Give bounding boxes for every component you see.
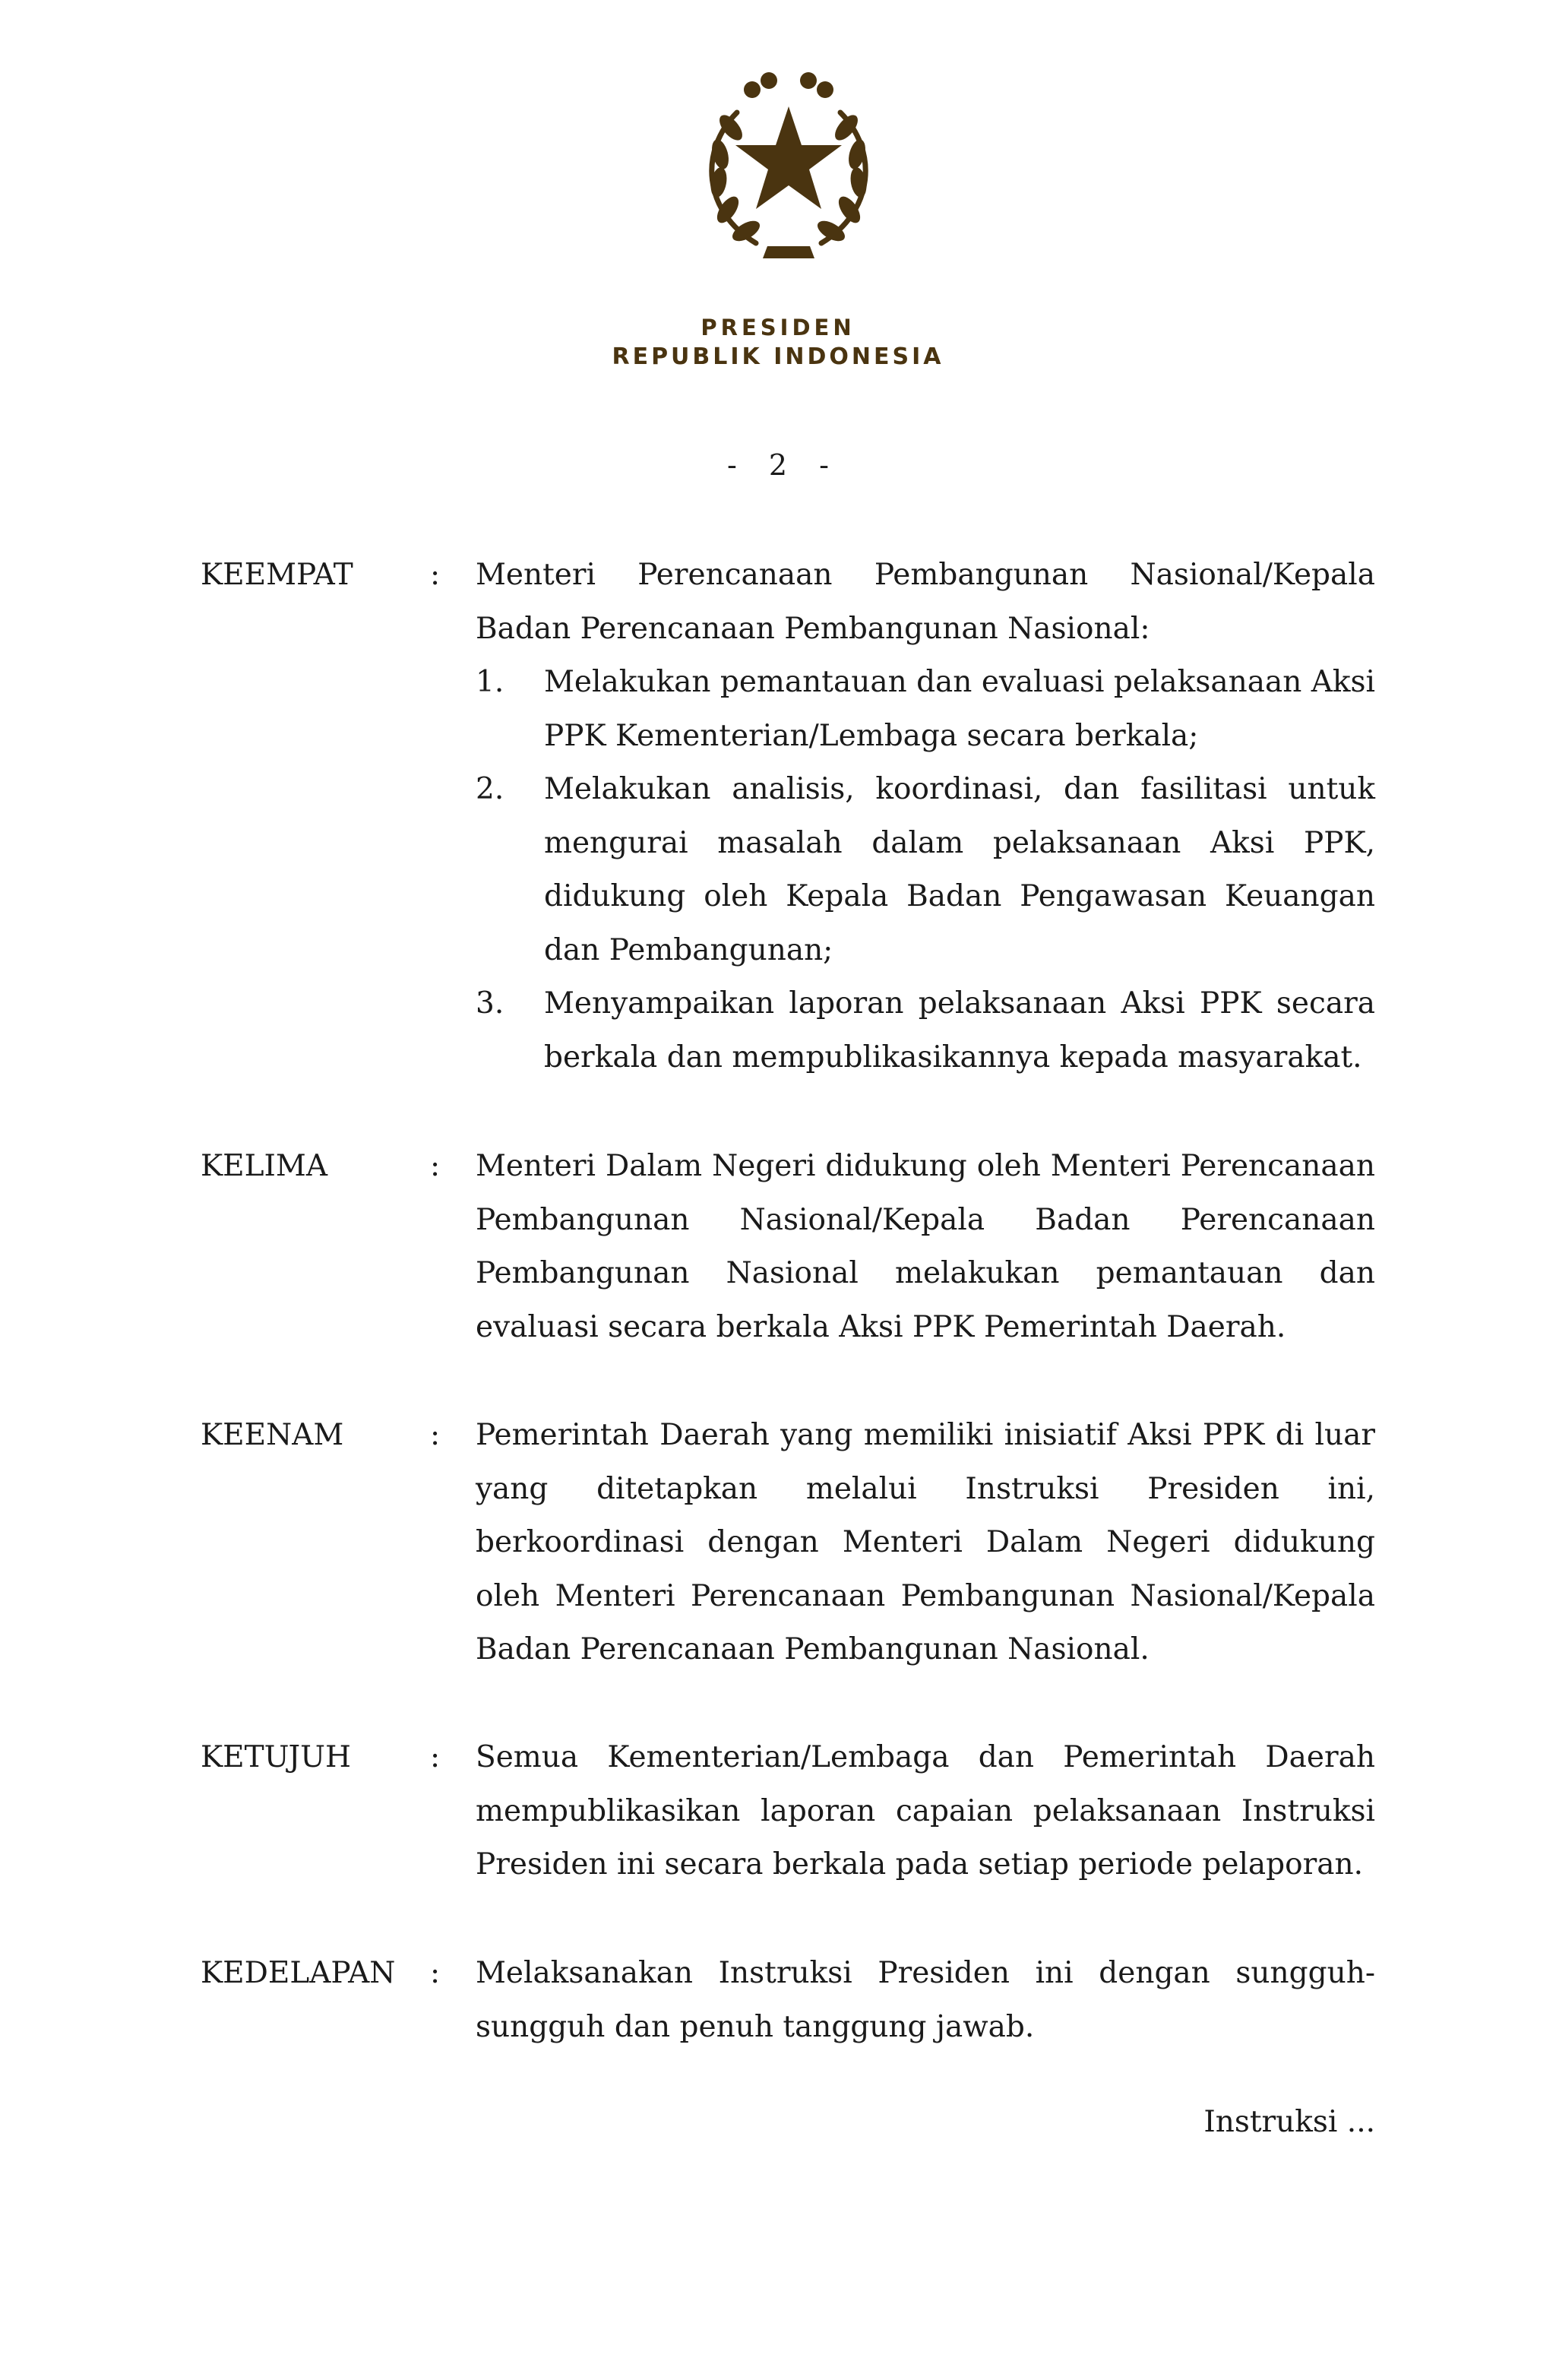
section-label: KETUJUH [201,1740,351,1774]
list-item-number: 2. [476,772,504,806]
section-text: Pemerintah Daerah yang memiliki inisiatif Aksi PPK di luar yang ditetapkan melalui Instruksi Presiden ini, berkoordinasi dengan Menteri Dalam Negeri didukung oleh Menteri Perencanaan Pembangunan Nasional/Kepala Badan Perencanaan Pembangunan Nasional. [476,1418,1375,1666]
section-text: Semua Kementerian/Lembaga dan Pemerintah Daerah mempublikasikan laporan capaian pelaksanaan Instruksi Presiden ini secara berkala pada setiap periode pelaporan. [476,1740,1375,1882]
header-title-republic: REPUBLIK INDONESIA [612,343,944,370]
list-item-number: 3. [476,986,504,1021]
section-kelima [201,1140,1375,1354]
list-item [476,763,1375,977]
section-label: KEEMPAT [201,558,353,592]
section-colon: : [430,1956,441,1990]
list-item-number: 1. [476,665,504,699]
list-item [476,656,1375,763]
section-label: KELIMA [201,1149,328,1183]
list-item-text: Melakukan analisis, koordinasi, dan fasilitasi untuk mengurai masalah dalam pelaksanaan Aksi PPK, didukung oleh Kepala Badan Pengawasan Keuangan dan Pembangunan; [544,772,1375,967]
section-colon: : [430,1740,441,1774]
section-ketujuh [201,1731,1375,1892]
section-label: KEDELAPAN [201,1956,396,1990]
section-text: Menteri Dalam Negeri didukung oleh Menteri Perencanaan Pembangunan Nasional/Kepala Badan Perencanaan Pembangunan Nasional melakukan pemantauan dan evaluasi secara berkala Aksi PPK Pemerintah Daerah. [476,1149,1375,1344]
continuation-reference: Instruksi ... [1203,2105,1375,2139]
list-item-text: Menyampaikan laporan pelaksanaan Aksi PPK secara berkala dan mempublikasikannya kepada masyarakat. [544,986,1375,1074]
section-text: Melaksanakan Instruksi Presiden ini dengan sungguh-sungguh dan penuh tanggung jawab. [476,1956,1375,2044]
section-keempat [201,549,1375,1084]
section-colon: : [430,1149,441,1183]
page-number: - 2 - [726,448,829,482]
section-label: KEENAM [201,1418,344,1452]
section-intro: Menteri Perencanaan Pembangunan Nasional/Kepala Badan Perencanaan Pembangunan Nasional: [476,558,1375,646]
garuda-star-emblem-icon [684,67,893,272]
header-title-president: PRESIDEN [701,315,855,340]
section-colon: : [430,558,441,592]
section-keenam [201,1409,1375,1677]
list-item-text: Melakukan pemantauan dan evaluasi pelaksanaan Aksi PPK Kementerian/Lembaga secara berkala; [544,665,1375,753]
section-colon: : [430,1418,441,1452]
list-item [476,977,1375,1084]
section-kedelapan [201,1947,1375,2054]
